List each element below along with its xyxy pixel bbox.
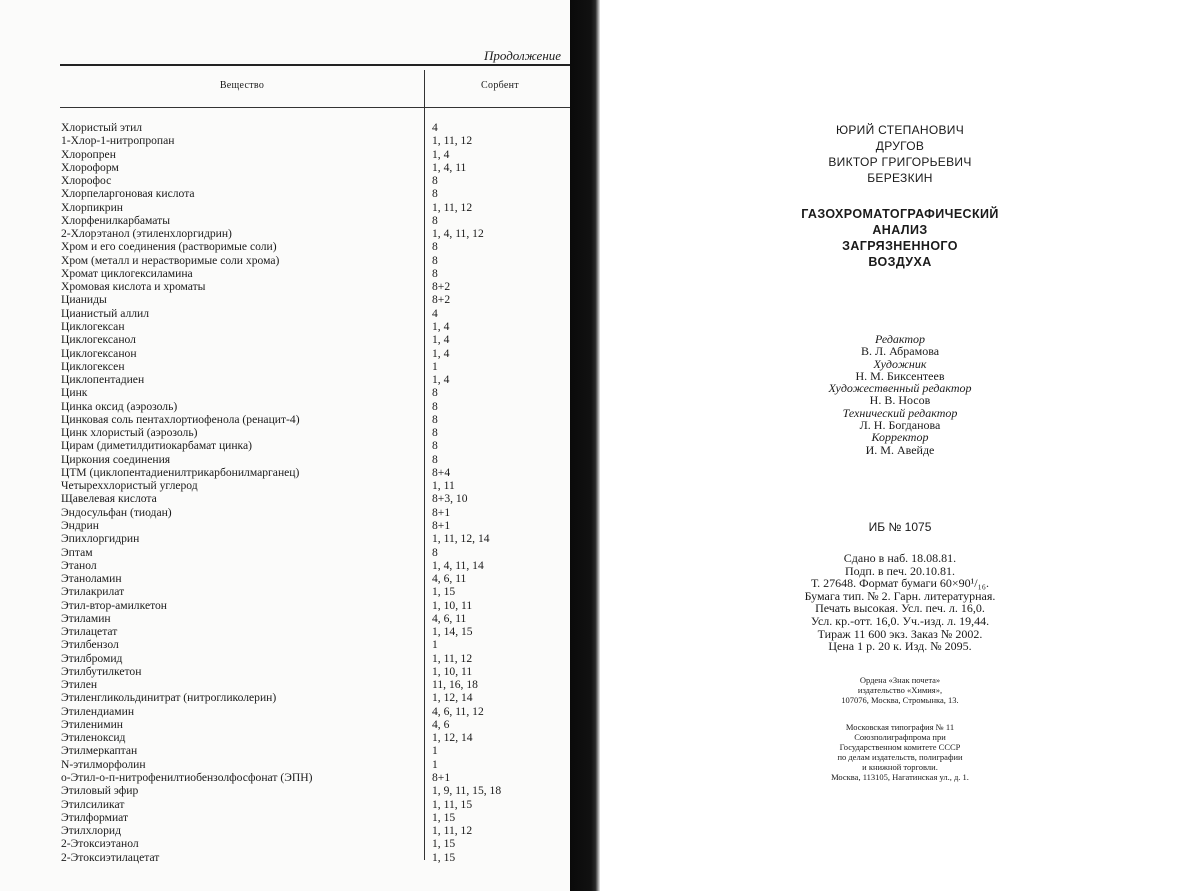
table-row: [0, 731, 575, 744]
sorbent-codes: 1: [432, 757, 438, 771]
right-page: [600, 0, 1200, 891]
substance-name: Цинк: [61, 386, 88, 400]
substance-name: Цинк хлористый (аэрозоль): [61, 426, 198, 440]
sorbent-codes: 8: [432, 213, 438, 227]
table-row: [0, 824, 575, 837]
substance-name: Цианистый аллил: [61, 306, 150, 320]
sorbent-codes: 8: [432, 187, 438, 201]
table-row: [0, 439, 575, 452]
substance-name: о-Этил-о-п-нитрофенилтиобензолфосфонат (ЭПН): [61, 771, 313, 785]
table-row: [0, 161, 575, 174]
sorbent-codes: 1, 4, 11, 12: [432, 227, 484, 241]
substance-name: Циклогексанон: [61, 346, 137, 360]
table-row: [0, 373, 575, 386]
substance-name: Эндосульфан (тиодан): [61, 505, 172, 519]
table-row: [0, 479, 575, 492]
book-spine-shadow: [570, 0, 600, 891]
substance-name: Этилбензол: [61, 638, 119, 652]
substance-name: Хром (металл и нерастворимые соли хрома): [61, 253, 280, 267]
table-row: [0, 837, 575, 850]
table-row: [0, 705, 575, 718]
table-row: [0, 214, 575, 227]
sorbent-codes: 8: [432, 452, 438, 466]
table-row: [0, 307, 575, 320]
credit-name: В. Л. Абрамова: [860, 344, 940, 359]
table-row: [0, 254, 575, 267]
imprint-page: [600, 0, 1200, 891]
table-row: [0, 466, 575, 479]
table-top-rule: [60, 64, 575, 66]
sorbent-codes: 1, 4: [432, 147, 450, 161]
table-row: [0, 240, 575, 253]
printer-line: по делам издательств, полиграфии: [837, 752, 963, 762]
table-row: [0, 625, 575, 638]
sorbent-codes: 1, 12, 14: [432, 731, 473, 745]
sorbent-codes: 8: [432, 174, 438, 188]
substance-name: Хлороформ: [61, 160, 119, 174]
table-row: [0, 293, 575, 306]
table-row: [0, 559, 575, 572]
substance-name: Этиламин: [61, 611, 111, 625]
column-header-substance: Вещество: [219, 80, 265, 91]
substance-name: Эптам: [61, 545, 93, 559]
sorbent-codes: 8: [432, 253, 438, 267]
substance-name: Хлорфенилкарбаматы: [61, 213, 171, 227]
title-line: АНАЛИЗ: [872, 223, 928, 237]
sorbent-codes: 8: [432, 266, 438, 280]
table-row: [0, 678, 575, 691]
substance-name: Эндрин: [61, 518, 99, 532]
table-row: [0, 771, 575, 784]
sorbent-codes: 1, 11, 12, 14: [432, 532, 490, 546]
spec-line: Тираж 11 600 экз. Заказ № 2002.: [817, 626, 983, 641]
spec-line: Бумага тип. № 2. Гарн. литературная.: [804, 588, 996, 603]
substance-name: Этилсиликат: [61, 797, 125, 811]
table-row: [0, 691, 575, 704]
substance-name: ЦТМ (циклопентадиенилтрикарбонилмарганец): [61, 465, 300, 479]
credit-role: Технический редактор: [842, 405, 958, 420]
table-row: [0, 718, 575, 731]
publisher-line: издательство «Химия»,: [857, 685, 943, 695]
table-row: [0, 572, 575, 585]
substance-name: Этиленимин: [61, 717, 124, 731]
sorbent-codes: 1, 10, 11: [432, 598, 473, 612]
print-specs: [600, 552, 1200, 653]
sorbent-codes: 4: [432, 121, 438, 134]
sorbent-codes: 4, 6, 11: [432, 611, 467, 625]
printer-line: Московская типография № 11: [845, 722, 955, 732]
substance-name: Хлоропрен: [61, 147, 116, 161]
column-header-sorbent: Сорбент: [481, 80, 519, 91]
sorbent-codes: 8: [432, 386, 438, 400]
sorbent-codes: 8: [432, 240, 438, 254]
title-line: ГАЗОХРОМАТОГРАФИЧЕСКИЙ: [801, 207, 999, 221]
sorbent-codes: 8+3, 10: [432, 492, 468, 506]
sorbent-codes: 1, 15: [432, 810, 456, 824]
substance-table-body: [0, 121, 575, 864]
sorbent-codes: 1, 11, 12: [432, 824, 473, 838]
sorbent-codes: 8: [432, 426, 438, 440]
authors-block: [600, 122, 1200, 186]
substance-name: Хромат циклогексиламина: [61, 266, 193, 280]
substance-name: Этилацетат: [61, 625, 118, 639]
credit-name: И. М. Авейде: [865, 442, 935, 457]
printer-info: [600, 722, 1200, 782]
substance-name: Этил-втор-амилкетон: [61, 598, 168, 612]
credit-name: Н. В. Носов: [869, 393, 931, 408]
sorbent-codes: 1, 4: [432, 319, 450, 333]
sorbent-codes: 1, 11: [432, 479, 455, 493]
sorbent-codes: 1, 12, 14: [432, 691, 473, 705]
sorbent-codes: 1, 11, 12: [432, 200, 473, 214]
credit-name: Л. Н. Богданова: [859, 418, 941, 433]
table-row: [0, 227, 575, 240]
table-row: [0, 599, 575, 612]
sorbent-codes: 8+4: [432, 465, 451, 479]
sorbent-codes: 8+2: [432, 280, 451, 294]
table-row: [0, 174, 575, 187]
printer-line: и книжной торговли.: [862, 762, 938, 772]
sorbent-codes: 8+2: [432, 293, 451, 307]
table-row: [0, 360, 575, 373]
substance-name: Этилен: [61, 678, 98, 692]
substance-name: 1-Хлор-1-нитропропан: [61, 134, 175, 148]
substance-name: Этилбутилкетон: [61, 664, 142, 678]
table-row: [0, 744, 575, 757]
substance-name: 2-Этоксиэтанол: [61, 837, 139, 851]
author-line: ДРУГОВ: [875, 139, 925, 153]
table-row: [0, 148, 575, 161]
sorbent-codes: 1: [432, 359, 438, 373]
publisher-line: Ордена «Знак почета»: [859, 675, 941, 685]
sorbent-codes: 1, 4: [432, 333, 450, 347]
sorbent-codes: 8: [432, 545, 438, 559]
table-row: [0, 758, 575, 771]
table-row: [0, 612, 575, 625]
substance-name: Этилбромид: [61, 651, 123, 665]
table-row: [0, 333, 575, 346]
substance-name: Этилхлорид: [61, 824, 121, 838]
credit-role: Художник: [873, 356, 927, 371]
sorbent-codes: 1: [432, 744, 438, 758]
table-row: [0, 492, 575, 505]
sorbent-codes: 4, 6, 11: [432, 572, 467, 586]
table-row: [0, 798, 575, 811]
substance-name: Щавелевая кислота: [61, 492, 157, 506]
sorbent-codes: 4, 6, 11, 12: [432, 704, 484, 718]
left-page: [0, 0, 575, 891]
table-row: [0, 400, 575, 413]
substance-name: N-этилморфолин: [61, 757, 146, 771]
table-row: [0, 665, 575, 678]
sorbent-codes: 8+1: [432, 771, 451, 785]
title-line: ЗАГРЯЗНЕННОГО: [842, 239, 958, 253]
author-line: БЕРЕЗКИН: [867, 171, 933, 185]
table-row: [0, 585, 575, 598]
table-row: [0, 347, 575, 360]
substance-name: Циклопентадиен: [61, 373, 145, 387]
spec-line: Сдано в наб. 18.08.81.: [843, 551, 957, 565]
table-row: [0, 851, 575, 864]
substance-name: Цирам (диметилдитиокарбамат цинка): [61, 439, 253, 453]
sorbent-codes: 8: [432, 439, 438, 453]
publisher-line: 107076, Москва, Стромынка, 13.: [841, 695, 959, 705]
substance-name: Цинка оксид (аэрозоль): [61, 399, 178, 413]
spec-line: Цена 1 р. 20 к. Изд. № 2095.: [828, 639, 972, 654]
sorbent-codes: 8: [432, 412, 438, 426]
table-row: [0, 811, 575, 824]
sorbent-codes: 8+1: [432, 505, 451, 519]
table-row: [0, 320, 575, 333]
substance-name: Этилакрилат: [61, 585, 125, 599]
substance-name: 2-Этоксиэтилацетат: [61, 850, 160, 864]
sorbent-codes: 1: [432, 638, 438, 652]
sorbent-codes: 1, 11, 12: [432, 651, 473, 665]
substance-name: Хром и его соединения (растворимые соли): [61, 240, 277, 254]
table-row: [0, 652, 575, 665]
substance-name: Хромовая кислота и хроматы: [61, 280, 206, 294]
author-line: ЮРИЙ СТЕПАНОВИЧ: [835, 123, 965, 137]
substance-name: Этиленоксид: [61, 731, 126, 745]
table-row: [0, 187, 575, 200]
sorbent-codes: 1, 15: [432, 585, 456, 599]
table-row: [0, 519, 575, 532]
sorbent-codes: 1, 11, 15: [432, 797, 473, 811]
ib-number: ИБ № 1075: [868, 520, 932, 534]
substance-name: Четыреххлористый углерод: [61, 479, 198, 493]
printer-line: Государственном комитете СССР: [839, 742, 961, 752]
substance-name: Хлорпеларгоновая кислота: [61, 187, 195, 201]
sorbent-codes: 11, 16, 18: [432, 678, 478, 692]
substance-name: Хлорофос: [61, 174, 112, 188]
substance-name: Этилмеркаптан: [61, 744, 138, 758]
substance-name: Циклогексанол: [61, 333, 136, 347]
substance-name: Этаноламин: [61, 572, 122, 586]
table-row: [0, 506, 575, 519]
sorbent-codes: 1, 9, 11, 15, 18: [432, 784, 502, 798]
sorbent-codes: 1, 10, 11: [432, 664, 473, 678]
sorbent-codes: 1, 15: [432, 837, 456, 851]
credit-role: Редактор: [874, 332, 926, 346]
table-row: [0, 121, 575, 134]
sorbent-codes: 1, 4: [432, 373, 450, 387]
sorbent-codes: 8: [432, 399, 438, 413]
table-row: [0, 386, 575, 399]
printer-line: Союзполиграфпрома при: [854, 732, 946, 742]
table-row: [0, 453, 575, 466]
sorbent-codes: 1, 4, 11, 14: [432, 558, 484, 572]
title-line: ВОЗДУХА: [868, 255, 932, 269]
substance-name: 2-Хлорэтанол (этиленхлоргидрин): [61, 227, 232, 241]
sorbent-codes: 1, 14, 15: [432, 625, 473, 639]
table-row: [0, 134, 575, 147]
table-row: [0, 280, 575, 293]
spec-line: Печать высокая. Усл. печ. л. 16,0.: [815, 601, 985, 616]
substance-name: Эпихлоргидрин: [61, 532, 140, 546]
table-row: [0, 784, 575, 797]
header-rule: [60, 107, 575, 108]
sorbent-codes: 1, 15: [432, 850, 456, 864]
substance-name: Циркония соединения: [61, 452, 171, 466]
substance-name: Хлористый этил: [61, 121, 143, 134]
spec-line: Подп. в печ. 20.10.81.: [845, 563, 955, 578]
sorbent-codes: 4: [432, 306, 438, 320]
spec-line: Т. 27648. Формат бумаги 60×90¹/₁₆.: [811, 576, 989, 591]
substance-name: Циклогексан: [61, 319, 125, 333]
substance-name: Этиловый эфир: [61, 784, 139, 798]
substance-name: Этиленгликольдинитрат (нитрогликолерин): [61, 691, 277, 705]
substance-name: Хлорпикрин: [61, 200, 123, 214]
credit-name: Н. М. Биксентеев: [855, 368, 945, 383]
substance-name: Этилформиат: [61, 810, 129, 824]
credit-role: Корректор: [871, 430, 929, 445]
substance-name: Этанол: [61, 558, 97, 572]
spec-line: Усл. кр.-отт. 16,0. Уч.-изд. л. 19,44.: [810, 613, 990, 628]
credits-block: [600, 333, 1200, 456]
author-line: ВИКТОР ГРИГОРЬЕВИЧ: [828, 155, 972, 169]
sorbent-codes: 8+1: [432, 518, 451, 532]
table-row: [0, 267, 575, 280]
table-row: [0, 426, 575, 439]
sorbent-codes: 1, 11, 12: [432, 134, 473, 148]
sorbent-codes: 1, 4: [432, 346, 450, 360]
publisher-info: [600, 675, 1200, 705]
table-row: [0, 546, 575, 559]
table-row: [0, 201, 575, 214]
sorbent-codes: 1, 4, 11: [432, 160, 467, 174]
table-row: [0, 638, 575, 651]
printer-line: Москва, 113105, Нагатинская ул., д. 1.: [831, 772, 969, 782]
substance-name: Циклогексен: [61, 359, 125, 373]
table-row: [0, 532, 575, 545]
substance-name: Этилендиамин: [61, 704, 135, 718]
substance-name: Цианиды: [61, 293, 107, 307]
book-title: [600, 206, 1200, 270]
credit-role: Художественный редактор: [828, 381, 972, 396]
continuation-label: Продолжение: [484, 48, 562, 63]
substance-name: Цинковая соль пентахлортиофенола (ренацит-4): [61, 412, 300, 426]
sorbent-codes: 4, 6: [432, 717, 450, 731]
table-row: [0, 413, 575, 426]
